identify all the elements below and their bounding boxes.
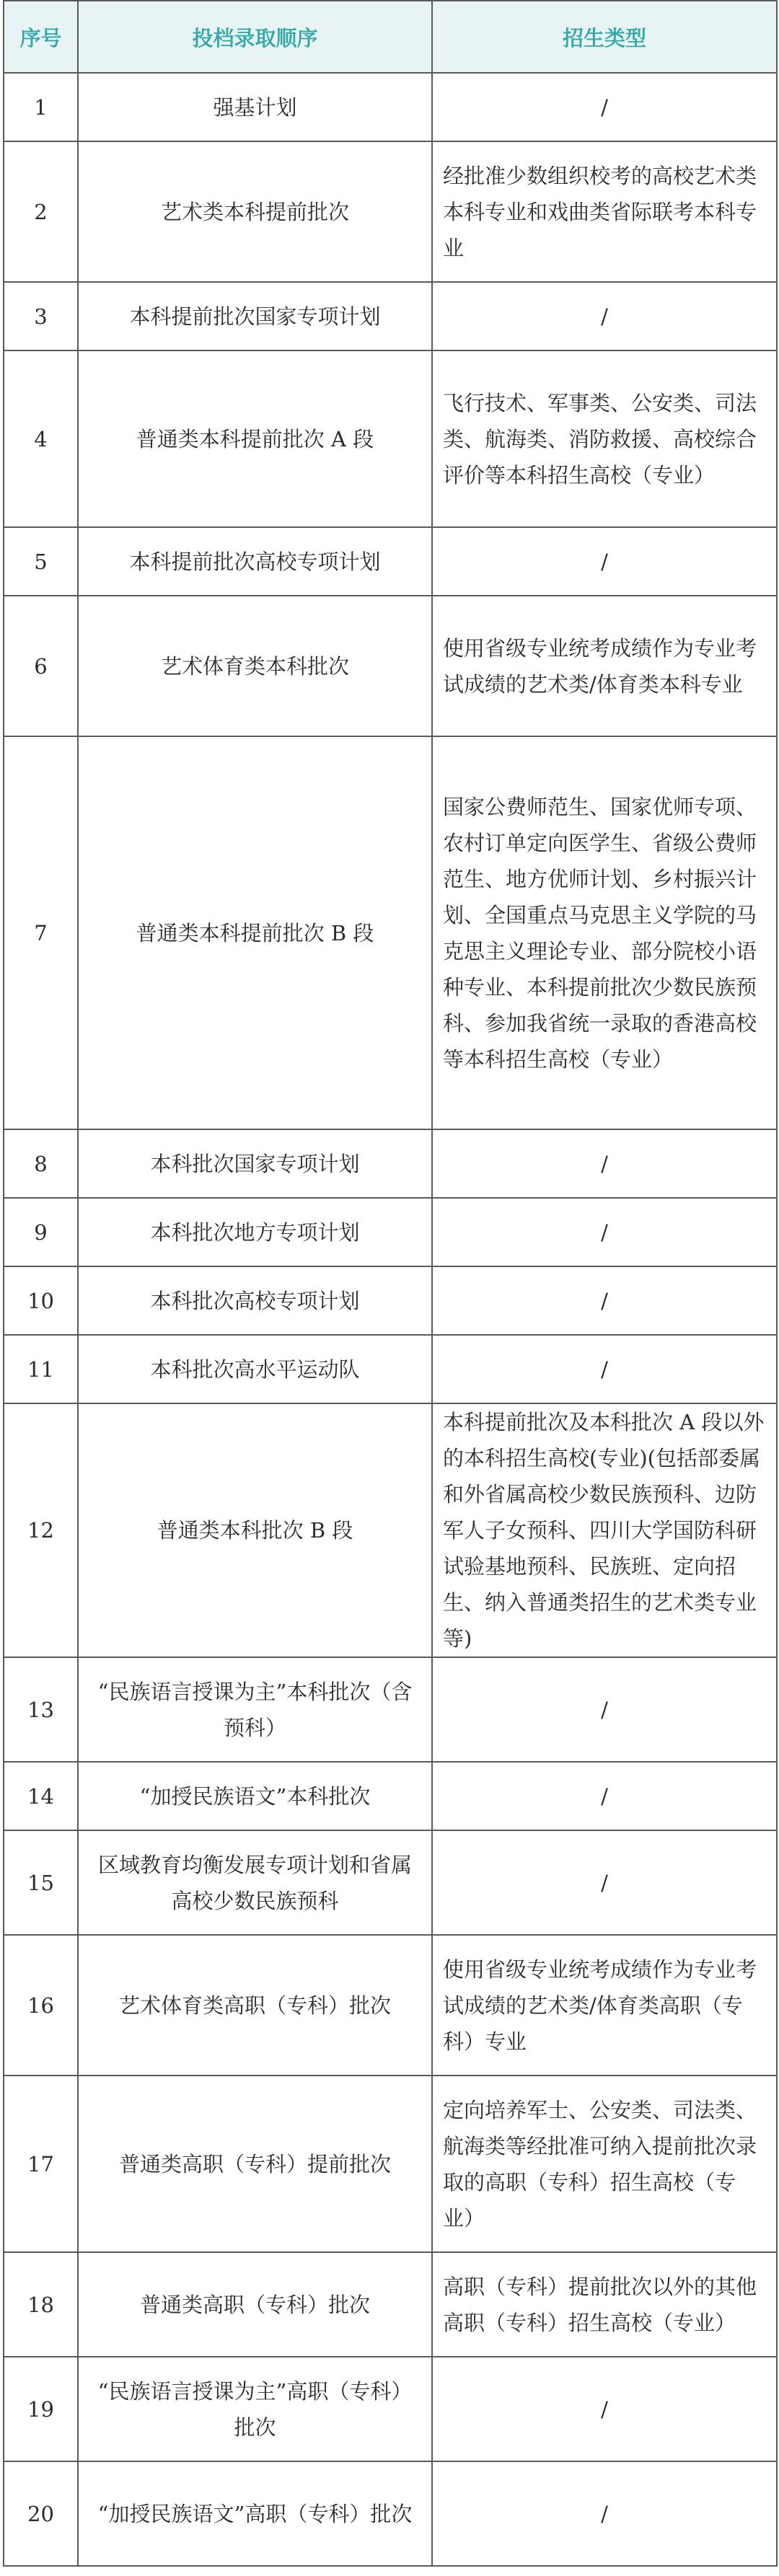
admission-order-cell: 本科批次国家专项计划 [78,1129,432,1198]
admission-order-cell: 普通类本科提前批次 A 段 [78,350,432,527]
table-row [4,1403,777,1657]
row-number: 16 [4,1935,78,2076]
table-row [4,1762,777,1830]
table-row [4,2076,777,2252]
admission-order-cell: 本科批次高水平运动队 [78,1335,432,1403]
admission-order-cell: “民族语言授课为主”高职（专科）批次 [78,2357,432,2461]
table-row [4,141,777,282]
admission-order-cell: “加授民族语文”高职（专科）批次 [78,2461,432,2566]
enrollment-type-cell: 本科提前批次及本科批次 A 段以外的本科招生高校(专业)(包括部委属和外省属高校少数民族预科、边防军人子女预科、四川大学国防科研试验基地预科、民族班、定向招生、纳入普通类招生的艺术类专业等) [432,1403,777,1657]
row-number: 5 [4,527,78,596]
admission-order-cell: 区域教育均衡发展专项计划和省属高校少数民族预科 [78,1830,432,1935]
row-number: 15 [4,1830,78,1935]
admission-order-cell: 本科批次高校专项计划 [78,1266,432,1335]
row-number: 11 [4,1335,78,1403]
enrollment-type-cell: / [432,1129,777,1198]
admission-order-cell: “加授民族语文”本科批次 [78,1762,432,1830]
row-number: 18 [4,2252,78,2357]
table-row [4,1266,777,1335]
table-body [4,73,777,2566]
row-number: 6 [4,596,78,736]
enrollment-type-cell: / [432,1198,777,1266]
table-row [4,1657,777,1762]
enrollment-type-cell: 高职（专科）提前批次以外的其他高职（专科）招生高校（专业） [432,2252,777,2357]
enrollment-type-cell: / [432,1266,777,1335]
table-row [4,1935,777,2076]
enrollment-type-cell: / [432,73,777,141]
admission-order-table [3,0,778,2567]
row-number: 14 [4,1762,78,1830]
row-number: 8 [4,1129,78,1198]
header-no: 序号 [4,1,78,73]
table-row [4,1129,777,1198]
enrollment-type-cell: / [432,1830,777,1935]
table-row [4,1335,777,1403]
table-row [4,2461,777,2566]
row-number: 7 [4,736,78,1129]
admission-order-cell: 本科提前批次高校专项计划 [78,527,432,596]
row-number: 12 [4,1403,78,1657]
admission-order-cell: 艺术体育类高职（专科）批次 [78,1935,432,2076]
admission-order-cell: 普通类高职（专科）提前批次 [78,2076,432,2252]
enrollment-type-cell: / [432,1762,777,1830]
row-number: 19 [4,2357,78,2461]
enrollment-type-cell: / [432,282,777,350]
header-type: 招生类型 [432,1,777,73]
admission-order-table-container [3,0,776,2573]
row-number: 3 [4,282,78,350]
table-row [4,2357,777,2461]
table-header-row [4,1,777,73]
enrollment-type-cell: / [432,2357,777,2461]
admission-order-cell: 强基计划 [78,73,432,141]
enrollment-type-cell: 经批准少数组织校考的高校艺术类本科专业和戏曲类省际联考本科专业 [432,141,777,282]
enrollment-type-cell: 国家公费师范生、国家优师专项、农村订单定向医学生、省级公费师范生、地方优师计划、乡村振兴计划、全国重点马克思主义学院的马克思主义理论专业、部分院校小语种专业、本科提前批次少数民族预科、参加我省统一录取的香港高校等本科招生高校（专业） [432,736,777,1129]
admission-order-cell: 本科提前批次国家专项计划 [78,282,432,350]
table-row [4,350,777,527]
row-number: 10 [4,1266,78,1335]
table-row [4,596,777,736]
table-row [4,1830,777,1935]
admission-order-cell: 普通类高职（专科）批次 [78,2252,432,2357]
row-number: 20 [4,2461,78,2566]
row-number: 17 [4,2076,78,2252]
enrollment-type-cell: 飞行技术、军事类、公安类、司法类、航海类、消防救援、高校综合评价等本科招生高校（专业） [432,350,777,527]
row-number: 4 [4,350,78,527]
table-row [4,527,777,596]
row-number: 1 [4,73,78,141]
admission-order-cell: 本科批次地方专项计划 [78,1198,432,1266]
enrollment-type-cell: 定向培养军士、公安类、司法类、航海类等经批准可纳入提前批次录取的高职（专科）招生高校（专业） [432,2076,777,2252]
table-row [4,736,777,1129]
enrollment-type-cell: / [432,1657,777,1762]
table-row [4,282,777,350]
header-order: 投档录取顺序 [78,1,432,73]
row-number: 13 [4,1657,78,1762]
enrollment-type-cell: / [432,2461,777,2566]
enrollment-type-cell: / [432,1335,777,1403]
admission-order-cell: 普通类本科批次 B 段 [78,1403,432,1657]
table-row [4,73,777,141]
table-row [4,2252,777,2357]
admission-order-cell: 艺术类本科提前批次 [78,141,432,282]
row-number: 9 [4,1198,78,1266]
admission-order-cell: 艺术体育类本科批次 [78,596,432,736]
admission-order-cell: 普通类本科提前批次 B 段 [78,736,432,1129]
row-number: 2 [4,141,78,282]
enrollment-type-cell: / [432,527,777,596]
table-row [4,1198,777,1266]
admission-order-cell: “民族语言授课为主”本科批次（含预科） [78,1657,432,1762]
enrollment-type-cell: 使用省级专业统考成绩作为专业考试成绩的艺术类/体育类本科专业 [432,596,777,736]
enrollment-type-cell: 使用省级专业统考成绩作为专业考试成绩的艺术类/体育类高职（专科）专业 [432,1935,777,2076]
